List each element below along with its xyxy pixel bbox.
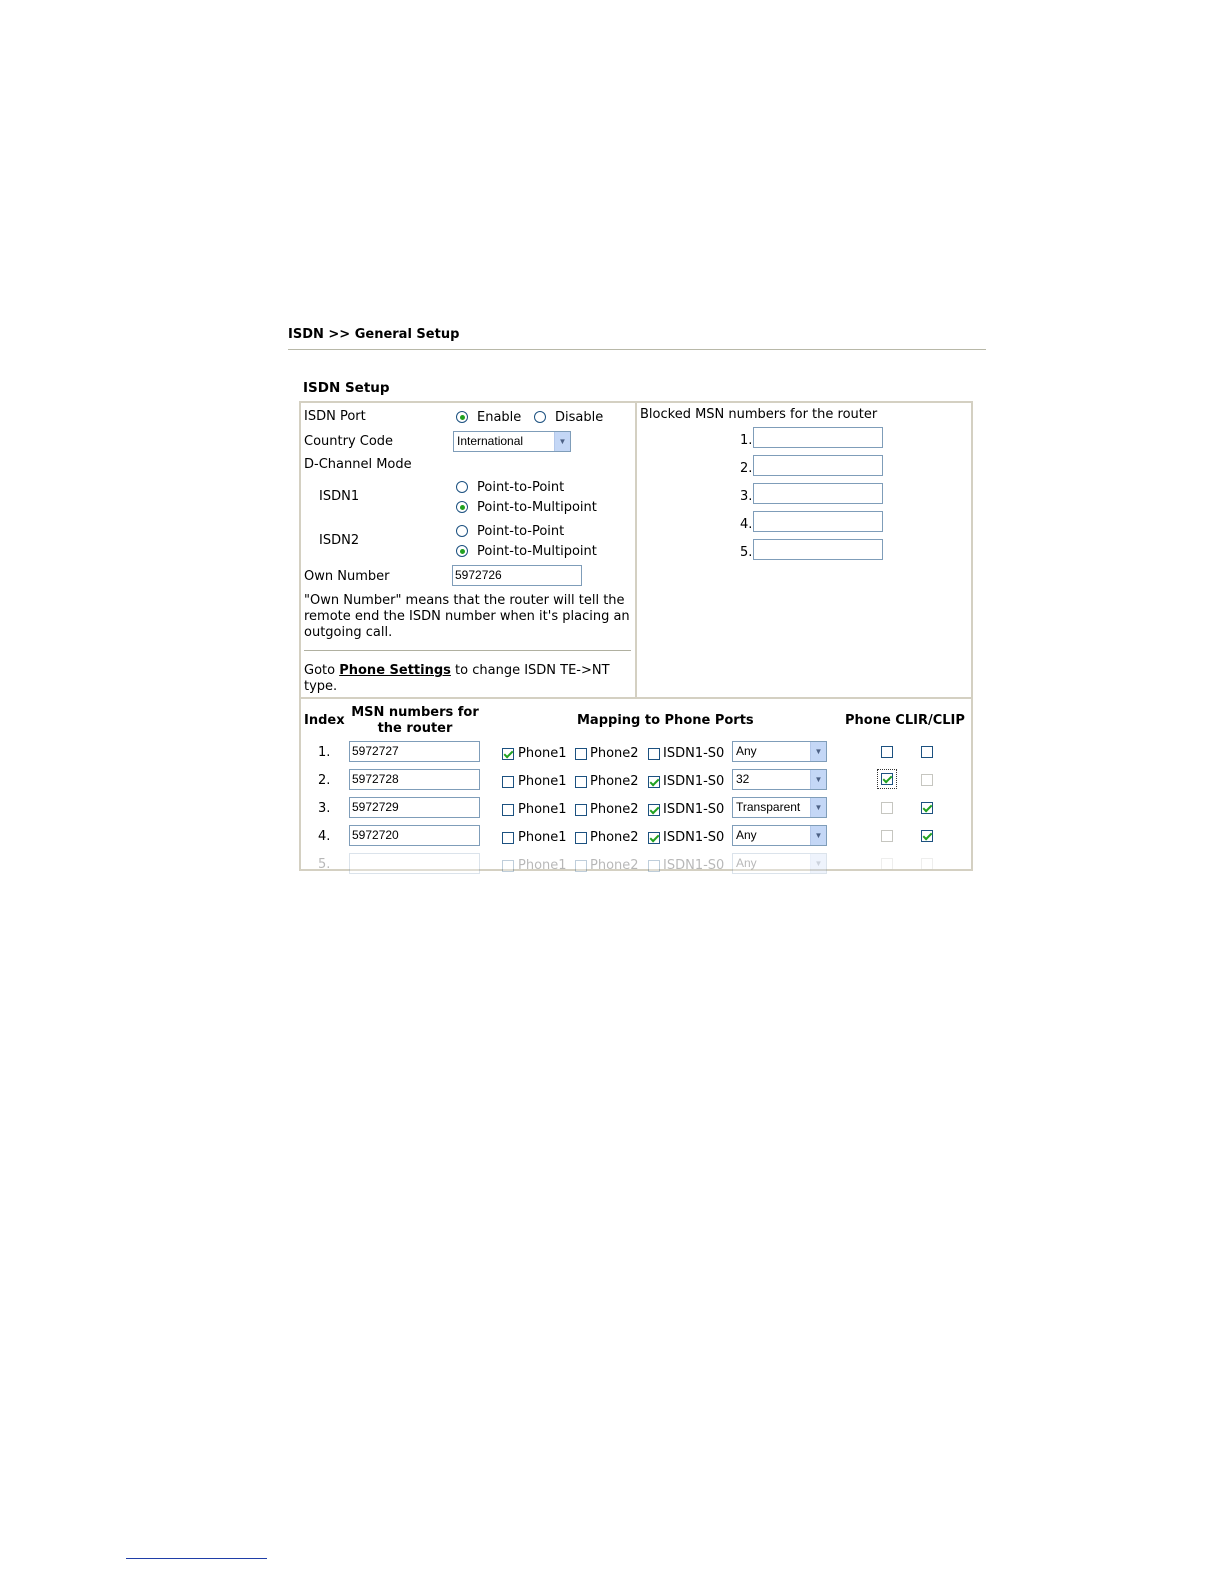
goto-suffix: to change ISDN TE->NT — [450, 663, 610, 678]
goto-line2: type. — [304, 679, 338, 694]
isdn-port-disable-label: Disable — [555, 410, 604, 425]
clip-checkbox[interactable] — [921, 746, 933, 758]
isdn-s0-checkbox[interactable] — [648, 860, 660, 872]
msn-input[interactable] — [349, 853, 480, 874]
phone1-label: Phone1 — [518, 774, 567, 789]
panel-horizontal-divider — [299, 697, 973, 699]
msn-input[interactable]: 5972720 — [349, 825, 480, 846]
blocked-msn-index: 3. — [740, 489, 753, 504]
country-code-label: Country Code — [304, 434, 394, 449]
header-msn-line2: the router — [377, 721, 453, 736]
breadcrumb-divider — [288, 349, 986, 350]
isdn2-p2mp-label: Point-to-Multipoint — [477, 544, 597, 559]
clir-checkbox[interactable] — [881, 773, 893, 785]
row-index: 1. — [318, 745, 331, 760]
blocked-msn-input-2[interactable] — [753, 455, 883, 476]
phone1-label: Phone1 — [518, 858, 567, 873]
mapping-select[interactable] — [732, 741, 827, 762]
footnote-rule — [126, 1558, 267, 1559]
mapping-select-value: Transparent — [736, 800, 801, 814]
clip-checkbox[interactable] — [921, 802, 933, 814]
blocked-msn-input-1[interactable] — [753, 427, 883, 448]
own-number-note-line3: outgoing call. — [304, 625, 393, 640]
isdn-s0-label: ISDN1-S0 — [663, 802, 725, 817]
isdn-s0-checkbox[interactable] — [648, 804, 660, 816]
clir-checkbox[interactable] — [881, 802, 893, 814]
blocked-msn-title: Blocked MSN numbers for the router — [640, 407, 878, 422]
chevron-down-icon[interactable]: ▼ — [810, 798, 826, 817]
isdn1-p2mp-radio[interactable] — [456, 501, 468, 513]
phone1-label: Phone1 — [518, 802, 567, 817]
row-index: 3. — [318, 801, 331, 816]
own-number-label: Own Number — [304, 569, 390, 584]
phone2-label: Phone2 — [590, 802, 639, 817]
chevron-down-icon[interactable]: ▼ — [810, 742, 826, 761]
isdn-s0-label: ISDN1-S0 — [663, 774, 725, 789]
chevron-down-icon[interactable]: ▼ — [554, 432, 570, 451]
phone-settings-link[interactable]: Phone Settings — [339, 663, 451, 678]
phone1-checkbox[interactable] — [502, 776, 514, 788]
panel-vertical-divider — [635, 401, 637, 699]
mapping-select[interactable] — [732, 853, 827, 874]
isdn-s0-checkbox[interactable] — [648, 748, 660, 760]
msn-input[interactable]: 5972727 — [349, 741, 480, 762]
blocked-msn-index: 2. — [740, 461, 753, 476]
mapping-select[interactable] — [732, 825, 827, 846]
mapping-select-value: 32 — [736, 772, 750, 786]
phone2-checkbox[interactable] — [575, 748, 587, 760]
chevron-down-icon[interactable]: ▼ — [810, 854, 826, 873]
isdn2-p2p-label: Point-to-Point — [477, 524, 565, 539]
blocked-msn-index: 5. — [740, 545, 753, 560]
isdn-port-enable-label: Enable — [477, 410, 522, 425]
country-code-value: International — [457, 434, 524, 448]
note-divider — [304, 650, 631, 651]
header-clir-clip: Phone CLIR/CLIP — [845, 713, 965, 728]
phone2-checkbox[interactable] — [575, 804, 587, 816]
phone1-checkbox[interactable] — [502, 748, 514, 760]
header-mapping: Mapping to Phone Ports — [577, 713, 754, 728]
phone1-label: Phone1 — [518, 830, 567, 845]
clip-checkbox[interactable] — [921, 858, 933, 870]
table-row — [300, 851, 972, 881]
mapping-select-value: Any — [736, 856, 757, 870]
header-msn-line1: MSN numbers for — [351, 705, 479, 720]
goto-text — [304, 663, 610, 678]
phone2-checkbox[interactable] — [575, 860, 587, 872]
row-index: 5. — [318, 857, 331, 872]
isdn1-p2mp-label: Point-to-Multipoint — [477, 500, 597, 515]
clip-checkbox[interactable] — [921, 830, 933, 842]
own-number-note-line2: remote end the ISDN number when it's placing an — [304, 609, 630, 624]
blocked-msn-input-4[interactable] — [753, 511, 883, 532]
isdn2-p2p-radio[interactable] — [456, 525, 468, 537]
phone2-label: Phone2 — [590, 774, 639, 789]
phone2-label: Phone2 — [590, 830, 639, 845]
chevron-down-icon[interactable]: ▼ — [810, 826, 826, 845]
isdn-port-enable-radio[interactable] — [456, 411, 468, 423]
dchannel-mode-label: D-Channel Mode — [304, 457, 412, 472]
phone2-checkbox[interactable] — [575, 776, 587, 788]
isdn-port-label: ISDN Port — [304, 409, 366, 424]
isdn-s0-checkbox[interactable] — [648, 776, 660, 788]
isdn-s0-label: ISDN1-S0 — [663, 746, 725, 761]
phone2-label: Phone2 — [590, 858, 639, 873]
clir-checkbox[interactable] — [881, 830, 893, 842]
phone1-label: Phone1 — [518, 746, 567, 761]
blocked-msn-input-5[interactable] — [753, 539, 883, 560]
isdn-s0-label: ISDN1-S0 — [663, 858, 725, 873]
isdn1-label: ISDN1 — [319, 489, 360, 504]
msn-input[interactable]: 5972728 — [349, 769, 480, 790]
clip-checkbox[interactable] — [921, 774, 933, 786]
phone2-label: Phone2 — [590, 746, 639, 761]
isdn1-p2p-radio[interactable] — [456, 481, 468, 493]
mapping-select-value: Any — [736, 828, 757, 842]
country-code-select[interactable] — [453, 431, 571, 452]
chevron-down-icon[interactable]: ▼ — [810, 770, 826, 789]
isdn-port-disable-radio[interactable] — [534, 411, 546, 423]
phone1-checkbox[interactable] — [502, 860, 514, 872]
clir-checkbox[interactable] — [881, 858, 893, 870]
own-number-note-line1: "Own Number" means that the router will tell the — [304, 593, 625, 608]
header-index: Index — [304, 713, 345, 728]
breadcrumb: ISDN >> General Setup — [288, 327, 460, 342]
row-index: 2. — [318, 773, 331, 788]
isdn2-label: ISDN2 — [319, 533, 360, 548]
section-title: ISDN Setup — [303, 380, 390, 396]
own-number-input[interactable]: 5972726 — [452, 565, 582, 586]
isdn2-p2mp-radio[interactable] — [456, 545, 468, 557]
blocked-msn-index: 4. — [740, 517, 753, 532]
mapping-select[interactable] — [732, 797, 827, 818]
goto-prefix: Goto — [304, 663, 340, 678]
phone1-checkbox[interactable] — [502, 804, 514, 816]
row-index: 4. — [318, 829, 331, 844]
blocked-msn-input-3[interactable] — [753, 483, 883, 504]
table-row-clipped — [300, 851, 972, 873]
isdn-s0-label: ISDN1-S0 — [663, 830, 725, 845]
mapping-select-value: Any — [736, 744, 757, 758]
phone2-checkbox[interactable] — [575, 832, 587, 844]
mapping-select[interactable] — [732, 769, 827, 790]
isdn1-p2p-label: Point-to-Point — [477, 480, 565, 495]
phone1-checkbox[interactable] — [502, 832, 514, 844]
blocked-msn-index: 1. — [740, 433, 753, 448]
clir-checkbox[interactable] — [881, 746, 893, 758]
isdn-s0-checkbox[interactable] — [648, 832, 660, 844]
msn-input[interactable]: 5972729 — [349, 797, 480, 818]
